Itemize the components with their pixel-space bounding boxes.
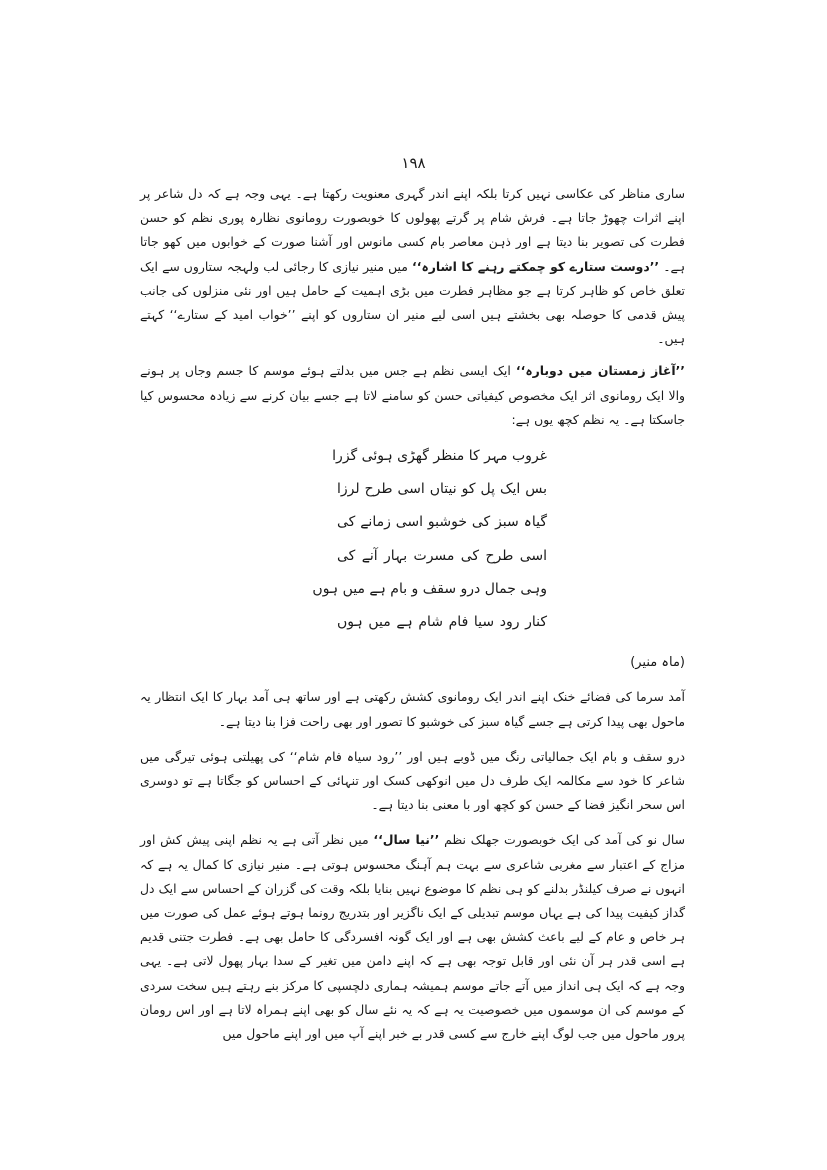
poem-title-aghaz-zamistan: ’’آغاز زمستان میں دوبارہ‘‘	[515, 363, 686, 379]
paragraph-1-text-b: میں منیر نیازی کا رجائی لب ولہجہ ستاروں سے ایک تعلق خاص کو ظاہر کرتا ہے جو مظاہر فطرت میں بڑی اہمیت کے حامل ہیں اور نئی منزلوں کی جانب پیش قدمی کا حوصلہ بھی بخشتے ہیں اسی لیے منیر ان ستاروں کو اپنے ’’خواب امید کے ستارے‘‘ کہتے ہیں۔	[140, 258, 685, 347]
poem-title-dost-sitare: ’’دوست ستارے کو چمکتے رہنے کا اشارہ‘‘	[412, 258, 660, 274]
poem-verse: بس ایک پل کو نیتاں اسی طرح لرزا	[337, 481, 547, 498]
poem-attribution: (ماہ منیر)	[630, 655, 685, 671]
paragraph-1-text-a: ساری مناظر کی عکاسی نہیں کرتا بلکہ اپنے اندر گہری معنویت رکھتا ہے۔ یہی وجہ ہے کہ دل شاعر پر اپنے اثرات چھوڑ جاتا ہے۔ فرش شام پر گرتے پھولوں کا خوبصورت رومانوی نظارہ پوری نظم کو حسن فطرت کی تصویر بنا دیتا ہے اور ذہن معاصر بام کسی مانوس اور آشنا صورت کے خوابوں میں کھو جاتا ہے۔	[140, 186, 685, 274]
paragraph-3-text: آمد سرما کی فضائے خنک اپنے اندر ایک رومانوی کشش رکھتی ہے اور ساتھ ہی آمد بہار کا ایک انتظار یہ ماحول بھی پیدا کرتی ہے جسے گیاہ سبز کی خوشبو کا تصور اور بھی راحت فزا بنا دیتا ہے۔	[140, 689, 685, 729]
poem-verse: گیاہ سبز کی خوشبو اسی زمانے کی	[337, 514, 547, 531]
poem-verse: غروب مہر کا منظر گھڑی ہوئی گزرا	[332, 448, 547, 465]
page-number: ۱۹۸	[401, 154, 426, 172]
paragraph-4-text: درو سقف و بام ایک جمالیاتی رنگ میں ڈوبے ہیں اور ’’رود سیاہ فام شام‘‘ کی پھیلتی ہوئی تیرگی میں شاعر کا خود سے مکالمہ ایک طرف دل میں انوکھی کسک اور تنہائی کے احساس کو جگاتا ہے تو دوسری اس سحر انگیز فضا کے حسن کو کچھ اور با معنی بنا دیتا ہے۔	[140, 748, 685, 813]
paragraph-2-text: ایک ایسی نظم ہے جس میں بدلتے ہوئے موسم کا جسم وجاں پر ہونے والا ایک رومانوی اثر ایک مخصوص کیفیاتی حسن کو سامنے لاتا ہے جسے بیان کرنے سے زیادہ محسوس کیا جاسکتا ہے۔ یہ نظم کچھ یوں ہے:	[140, 363, 685, 427]
paragraph-5-text-b: میں نظر آتی ہے یہ نظم اپنی پیش کش اور مزاج کے اعتبار سے مغربی شاعری سے بہت ہم آہنگ محسوس ہوتی ہے۔ منیر نیازی کا کمال یہ ہے کہ انہوں نے صرف کیلنڈر بدلنے کو ہی نظم کا موضوع نہیں بنایا بلکہ وقت کی گزران کے احساس سے ایک دل گداز کیفیت پیدا کی ہے یہاں موسم تبدیلی کے ایک ناگزیر اور بتدریج رونما ہوتے ہوئے عمل کی صورت میں ہر خاص و عام کے لیے باعث کشش بھی ہے اور ایک گونہ افسردگی کا حامل بھی ہے۔ فطرت جتنی قدیم ہے اسی قدر ہر آن نئی اور قابل توجہ بھی ہے کہ اپنے دامن میں تغیر کے سدا بہار پھول لاتی ہے۔ یہی وجہ ہے کہ ایک ہی انداز میں آتے جاتے موسم ہمیشہ ہماری دلچسپی کا مرکز بنے رہتے ہیں سخت سردی کے موسم کی ان موسموں میں خصوصیت یہ ہے کہ یہ نئے سال کو بھی اپنے ہمراہ لاتا ہے اور اس رومان پرور ماحول میں جب لوگ اپنے خارج سے کسی قدر بے خبر اپنے آپ میں اور اپنے ماحول میں	[140, 832, 685, 1042]
poem-verse: وہی جمال درو سقف و بام ہے میں ہوں	[312, 580, 547, 597]
page-body	[140, 182, 685, 1057]
paragraph-1	[140, 182, 685, 351]
paragraph-2	[140, 359, 685, 432]
poem-verse: اسی طرح کی مسرت بہار آنے کی	[337, 547, 547, 564]
poem-title-naya-saal: ’’نیا سال‘‘	[373, 832, 440, 848]
paragraph-3	[140, 685, 685, 733]
poem-block	[140, 440, 685, 639]
paragraph-5-text-a: سال نو کی آمد کی ایک خوبصورت جھلک نظم	[439, 832, 686, 848]
paragraph-4	[140, 745, 685, 818]
poem-verse: کنار رود سیا فام شام ہے میں ہوں	[337, 614, 547, 631]
paragraph-5	[140, 828, 685, 1046]
